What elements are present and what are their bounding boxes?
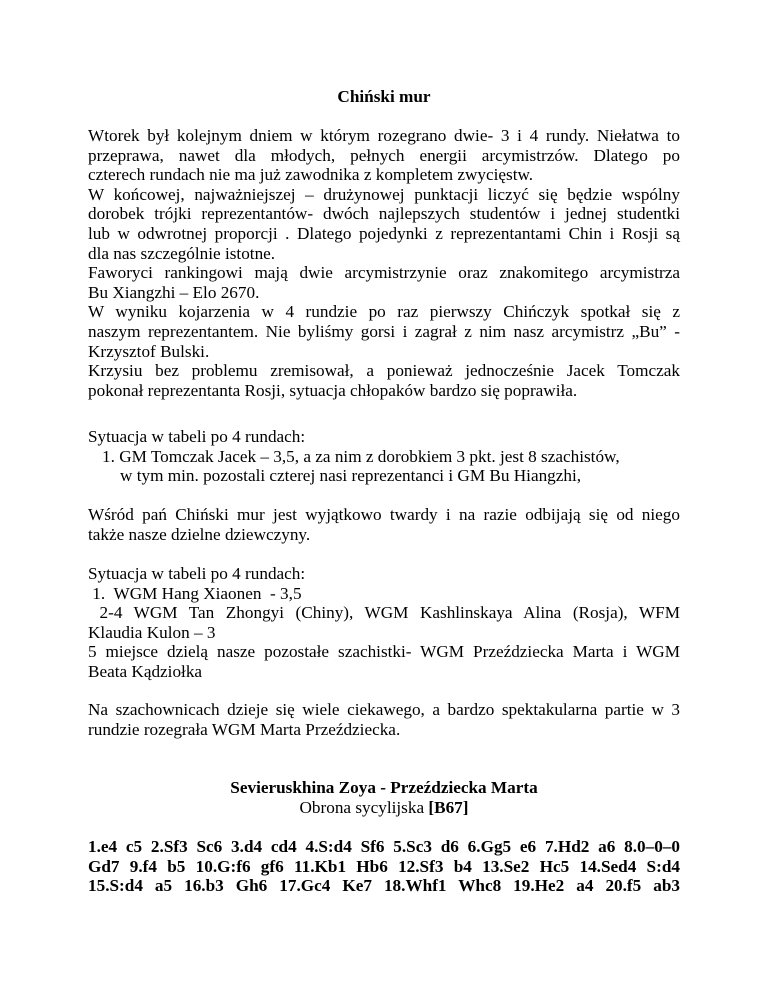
text-line: Na szachownicach dzieje się wiele ciekawego, a bardzo spektakularna partie w 3 bbox=[88, 700, 680, 719]
game-opening bbox=[88, 798, 680, 818]
standings-line: Beata Kądziołka bbox=[88, 661, 203, 681]
moves-line: 15.S:d4 a5 16.b3 Gh6 17.Gc4 Ke7 18.Whf1 Whc8 19.He2 a4 20.f5 ab3 bbox=[88, 876, 680, 896]
text-line: Bu Xiangzhi – Elo 2670. bbox=[88, 282, 260, 302]
text-line: Faworyci rankingowi mają dwie arcymistrzynie oraz znakomitego arcymistrza bbox=[88, 263, 680, 283]
women-paragraph bbox=[88, 505, 680, 544]
game-intro-paragraph bbox=[88, 700, 680, 739]
text-line: dorobek trójki reprezentantów- dwóch najlepszych studentów i jednej studentki bbox=[88, 204, 680, 224]
text-line: W końcowej, najważniejszej – drużynowej punktacji liczyć się będzie wspólny bbox=[88, 184, 680, 204]
standings-line: Klaudia Kulon – 3 bbox=[88, 622, 216, 642]
text-line: przeprawa, nawet dla młodych, pełnych energii arcymistrzów. Dlatego po bbox=[88, 145, 680, 165]
men-standings bbox=[88, 427, 680, 486]
article-title: Chiński mur bbox=[337, 87, 431, 106]
moves-line: Gd7 9.f4 b5 10.G:f6 gf6 11.Kb1 Hb6 12.Sf3 b4 13.Se2 Hc5 14.Sed4 S:d4 bbox=[88, 856, 680, 876]
text-line: Wśród pań Chiński mur jest wyjątkowo twardy i na razie odbijają się od niego bbox=[88, 505, 680, 524]
women-standings bbox=[88, 564, 680, 682]
standings-line: 5 miejsce dzielą nasze pozostałe szachistki- WGM Przeździecka Marta i WGM bbox=[88, 642, 680, 662]
text-line: naszym reprezentantem. Nie byliśmy gorsi i zagrał z nim nasz arcymistrz „Bu” - bbox=[88, 321, 680, 341]
standings-heading: Sytuacja w tabeli po 4 rundach: bbox=[88, 564, 306, 583]
text-line: pokonał reprezentanta Rosji, sytuacja chłopaków bardzo się poprawiła. bbox=[88, 380, 578, 400]
game-moves bbox=[88, 837, 680, 896]
eco-code: [B67] bbox=[428, 798, 469, 817]
text-line: dla nas szczególnie istotne. bbox=[88, 243, 276, 263]
opening-name: Obrona sycylijska bbox=[299, 798, 429, 817]
intro-paragraph bbox=[88, 126, 680, 400]
text-line: Wtorek był kolejnym dniem w którym rozegrano dwie- 3 i 4 rundy. Niełatwa to bbox=[88, 126, 680, 145]
standings-line: 2-4 WGM Tan Zhongyi (Chiny), WGM Kashlinskaya Alina (Rosja), WFM bbox=[88, 603, 680, 623]
text-line: czterech rundach nie ma już zawodnika z kompletem zwycięstw. bbox=[88, 165, 534, 185]
moves-line: 1.e4 c5 2.Sf3 Sc6 3.d4 cd4 4.S:d4 Sf6 5.Sc3 d6 6.Gg5 e6 7.Hd2 a6 8.0–0–0 bbox=[88, 837, 680, 856]
text-line: W wyniku kojarzenia w 4 rundzie po raz pierwszy Chińczyk spotkał się z bbox=[88, 302, 680, 322]
text-line: lub w odwrotnej proporcji . Dlatego pojedynki z reprezentantami Chin i Rosji są bbox=[88, 223, 680, 243]
game-players: Sevieruskhina Zoya - Przeździecka Marta bbox=[230, 778, 538, 797]
standings-item: 1. GM Tomczak Jacek – 3,5, a za nim z dorobkiem 3 pkt. jest 8 szachistów, bbox=[102, 446, 620, 466]
standings-item-continued: w tym min. pozostali czterej nasi reprezentanci i GM Bu Hiangzhi, bbox=[120, 466, 582, 486]
text-line: także nasze dzielne dziewczyny. bbox=[88, 524, 311, 544]
standings-line: 1. WGM Hang Xiaonen - 3,5 bbox=[88, 583, 302, 603]
text-line: rundzie rozegrała WGM Marta Przeździecka. bbox=[88, 719, 401, 739]
text-line: Krzysiu bez problemu zremisował, a ponieważ jednocześnie Jacek Tomczak bbox=[88, 361, 680, 381]
text-line: Krzysztof Bulski. bbox=[88, 341, 210, 361]
standings-heading: Sytuacja w tabeli po 4 rundach: bbox=[88, 427, 306, 446]
